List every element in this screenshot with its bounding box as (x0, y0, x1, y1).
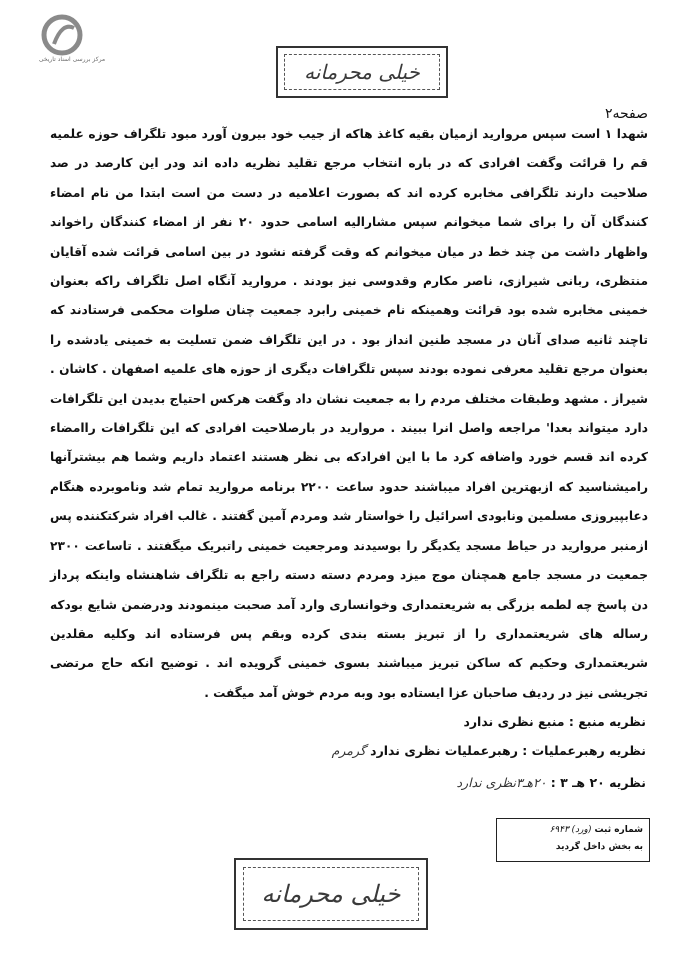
section-opinion (457, 775, 647, 790)
logo-caption: مرکز بررسی اسناد تاریخی (38, 56, 106, 63)
report-paragraph: شهدا ۱ است سپس مروارید ازمیان بقیه کاغذ هاکه از جیب خود بیرون آورد مبود تلگراف حوزه علمیه قم را قرائت وگفت افرادی که در باره انتخاب مرجع تقلید نظریه داده اند ودر این کارصد در صد صلاحیت دارند تلگرافی مخابره کرده اند که بصورت اعلامیه در دست من است ابتدا من نام امضاء کنندگان آن را برای شما میخوانم سپس مشارالیه اسامی حدود ۲۰ نفر از امضاء کنندگان راخواند واظهار داشت من چند خط در میان میخوانم که وقت گرفته نشود در بین اسامی قرائت شده آقایان منتظری، ربانی شیرازی، ناصر مکارم وقدوسی نیز بودند . مروارید آنگاه اصل تلگراف راکه بعنوان خمینی مخابره شده بود قرائت وهمینکه نام خمینی رابرد جمعیت چنان صلوات محکمی فرستادند که تاچند ثانیه صدای آنان در مسجد طنین انداز بود . در این تلگراف ضمن تسلیت به خمینی یادشده را بعنوان مرجع تقلید معرفی نموده بودند سپس تلگرافات دیگری از حوزه های علمیه اصفهان . کاشان . شیراز . مشهد وطبقات مختلف مردم را به جمعیت نشان داد وگفت هرکس احتیاج بدیدن این تلگرافات دارد میتواند بعدا' مراجعه واصل انرا ببیند . مروارید در بارصلاحیت افرادی که این تلگرافات راامضاء کرده اند قسم خورد واضافه کرد ما با این افرادکه بی نظر هستند اعتماد داریم وشما هم بیشترآنها رامیشناسید که ازبهترین افراد میباشند حدود ساعت ۲۲۰۰ برنامه مروارید تمام شد وناموبرده هنگام دعابپیروزی مسلمین ونابودی اسرائیل را خواستار شد ومردم آمین گفتند . غالب افراد شرکتکننده پس ازمنبر مروارید در حیاط مسجد یکدیگر را بوسیدند ومرجعیت خمینی راتبریک میگفتند . تاساعت ۲۳۰۰ جمعیت در مسجد جامع همچنان موج میزد ومردم دسته دسته راجع به تلگراف شاهنشاه واینکه پرداز دن پاسخ چه لطمه بزرگی به شریعتمداری وخوانساری وارد آمد صحبت مینمودند ودرضمن شایع بودکه رساله های شریعتمداری را از تبریز بسته بندی کرده وبقم پس فرستاده اند وکلیه مقلدین شریعتمداری وحکیم که ساکن تبریز میباشند بسوی خمینی گرویده اند . توضیح انکه حاج مرتضی تجریشی نیز در ردیف صاحبان عزا ایستاده بود وبه مردم خوش آمد میگفت . (50, 127, 648, 700)
archive-emblem-icon (40, 14, 84, 56)
registration-number-hand: (ورد) ۶۹۴۳ (549, 825, 592, 835)
registration-box (496, 818, 650, 862)
classification-stamp-top (276, 46, 448, 98)
classification-stamp-bottom (234, 858, 428, 930)
section-opinion-label: نظریه ۲۰ هـ ۳ : (550, 775, 646, 790)
operations-opinion-label: نظریه رهبرعملیات : رهبرعملیات نظری ندارد (370, 743, 646, 758)
operations-handwritten-note: گرمرم (331, 743, 366, 758)
source-opinion: نظریه منبع : منبع نظری ندارد (463, 714, 646, 729)
section-handwritten-note: ۲۰هـ۳نظری ندارد (456, 775, 547, 790)
registration-line-1: شماره ثبت (ورد) ۶۹۴۳ (549, 825, 643, 835)
report-body (50, 120, 648, 708)
operations-opinion (332, 743, 646, 758)
registration-line-2: به بخش داخل گردید (555, 842, 643, 852)
classification-stamp-bottom-text: خیلی محرمانه (261, 880, 401, 908)
classification-stamp-top-text: خیلی محرمانه (304, 60, 420, 84)
page-number: صفحه۲ (604, 106, 648, 122)
archive-logo (12, 14, 122, 64)
